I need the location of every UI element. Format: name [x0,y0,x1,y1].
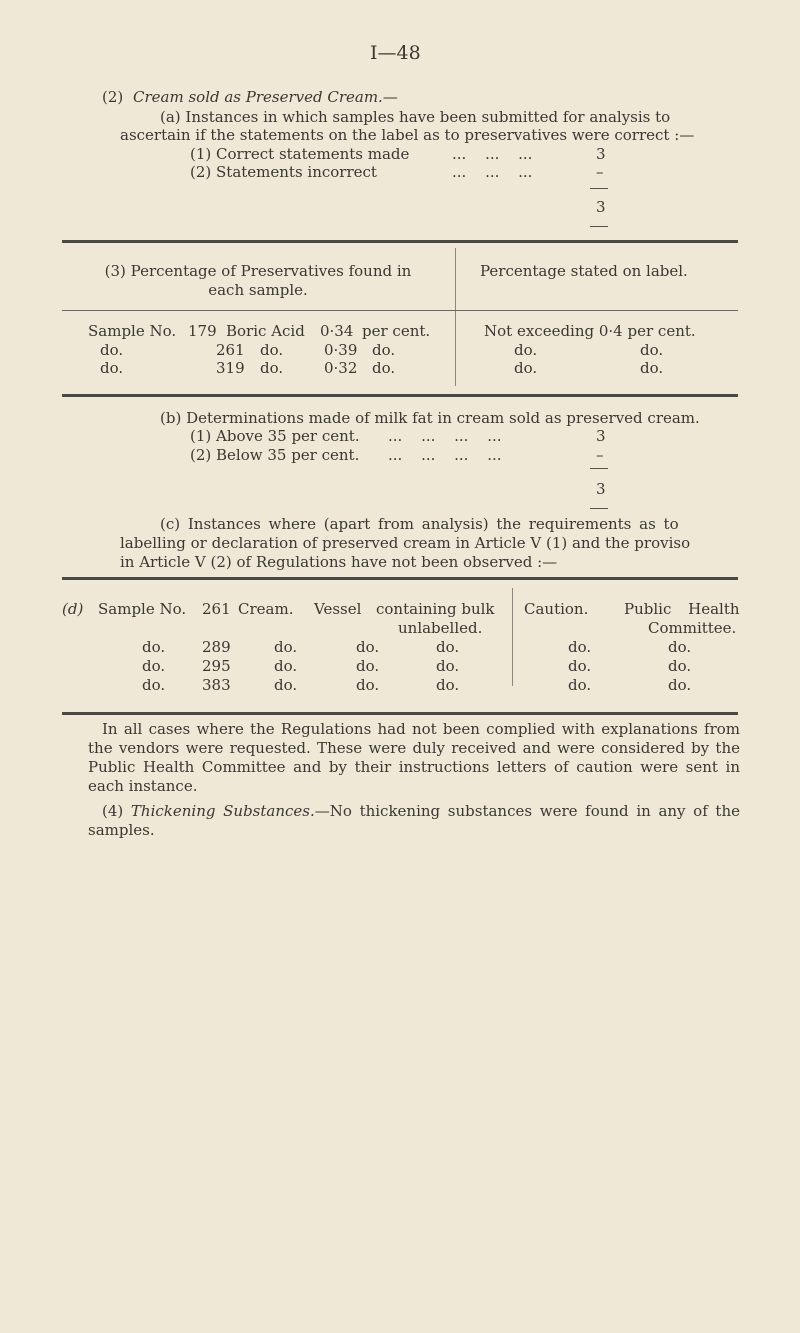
table-d-label: (d) [62,600,84,618]
section-c-line1: (c) Instances where (apart from analysis) the requirements as to [160,515,679,533]
section-b-item-1-label: (1) Above 35 per cent. [190,427,360,445]
cases-paragraph [88,720,740,796]
table-3-cell: do. [640,359,664,377]
table-d-cell: do. [142,676,166,694]
table-3-cell: 179 [188,322,217,340]
table-3-cell: 0·32 [324,359,358,377]
table-3-cell: do. [514,359,538,377]
table-d-cell: do. [568,676,592,694]
table-d-cell: do. [568,657,592,675]
section-2-number: (2) [102,88,124,106]
section-b-item-2-label: (2) Below 35 per cent. [190,446,360,464]
section-a-item-2-value: – [596,163,604,181]
table-3-cell: do. [372,341,396,359]
section-b-sum-line-bottom [590,508,608,509]
page-number: I—48 [370,42,421,64]
table-3-cell: 261 [216,341,245,359]
table-d-bottom-rule [62,712,738,715]
table-3-header-left-line2: each sample. [208,281,308,299]
section-a-item-2-dots: ... ... ... [452,163,533,181]
table-d-cell: do. [436,638,460,656]
table-d-cell: 289 [202,638,231,656]
table-d-cell: do. [356,657,380,675]
section-b-intro: (b) Determinations made of milk fat in cream sold as preserved cream. [160,409,700,427]
table-3-cell: do. [640,341,664,359]
table-3-cell: do. [100,341,124,359]
table-3-header-right: Percentage stated on label. [480,262,688,280]
table-3-top-rule [62,240,738,243]
table-d-cell: do. [568,638,592,656]
section-b-item-2-dots: ... ... ... ... [388,446,502,464]
table-d-column-divider [512,588,513,686]
table-3-bottom-rule [62,394,738,397]
section-a-intro-line2: ascertain if the statements on the label as to preservatives were correct :— [120,126,695,144]
table-d-cell: do. [356,676,380,694]
section-a-item-1-value: 3 [596,145,606,163]
table-3-cell: 0·39 [324,341,358,359]
table-d-cell: do. [436,676,460,694]
section-c-line3: in Article V (2) of Regulations have not been observed :— [120,553,558,571]
section-4-heading: Thickening Substances. [130,802,315,820]
section-b-total: 3 [596,480,606,498]
section-4-number: (4) [102,802,124,820]
section-b-item-1-dots: ... ... ... ... [388,427,502,445]
section-a-item-2-label: (2) Statements incorrect [190,163,377,181]
table-d-cell: Sample No. [98,600,187,618]
table-d-cell: do. [274,657,298,675]
table-3-cell: 319 [216,359,245,377]
section-4-text: —No thickening substances were found in any of the samples. [88,802,740,839]
table-3-header-rule [62,310,738,311]
section-a-intro-line1: (a) Instances in which samples have been submitted for analysis to [160,108,671,126]
table-d-cell: do. [274,638,298,656]
table-d-cell: Committee. [648,619,737,637]
table-d-cell: do. [668,638,692,656]
table-3-cell: do. [100,359,124,377]
table-d-cell: do. [142,657,166,675]
section-4-paragraph [88,802,740,840]
table-d-cell: Vessel [314,600,362,618]
table-d-cell: do. [142,638,166,656]
table-3-cell: per cent. [362,322,431,340]
table-d-cell: do. [274,676,298,694]
section-b-item-1-value: 3 [596,427,606,445]
table-d-cell: Public Health [624,600,740,618]
table-3-cell: do. [514,341,538,359]
section-a-total: 3 [596,198,606,216]
table-3-header-left-line1: (3) Percentage of Preservatives found in [104,262,412,280]
table-3-cell: do. [372,359,396,377]
table-3-cell: 0·34 [320,322,354,340]
section-a-item-1-label: (1) Correct statements made [190,145,410,163]
table-d-cell: unlabelled. [398,619,483,637]
table-d-cell: do. [668,657,692,675]
table-d-cell: do. [668,676,692,694]
table-d-top-rule [62,577,738,580]
table-3-cell: Not exceeding 0·4 per cent. [484,322,696,340]
section-2-heading: Cream sold as Preserved Cream.— [133,88,398,106]
table-d-cell: Cream. [238,600,294,618]
section-a-sum-line-bottom [590,226,608,227]
table-3-cell: do. [260,341,284,359]
table-3-cell: do. [260,359,284,377]
cases-paragraph-text: In all cases where the Regulations had not been complied with explanations from the vendors were requested. These were duly received and were considered by the Public Health Committee and by their instructions letters of caution were sent in each instance. [88,720,740,795]
table-3-column-divider [455,248,456,386]
section-a-sum-line-top [590,188,608,189]
section-a-item-1-dots: ... ... ... [452,145,533,163]
table-3-cell: Boric Acid [226,322,305,340]
table-d-cell: 383 [202,676,231,694]
table-d-cell: do. [356,638,380,656]
table-d-cell: containing bulk [376,600,495,618]
table-3-cell: Sample No. [88,322,177,340]
table-d-cell: Caution. [524,600,589,618]
section-c-line2: labelling or declaration of preserved cream in Article V (1) and the proviso [120,534,691,552]
table-d-cell: 261 [202,600,231,618]
table-d-cell: do. [436,657,460,675]
section-b-item-2-value: – [596,446,604,464]
table-d-cell: 295 [202,657,231,675]
section-b-sum-line-top [590,468,608,469]
